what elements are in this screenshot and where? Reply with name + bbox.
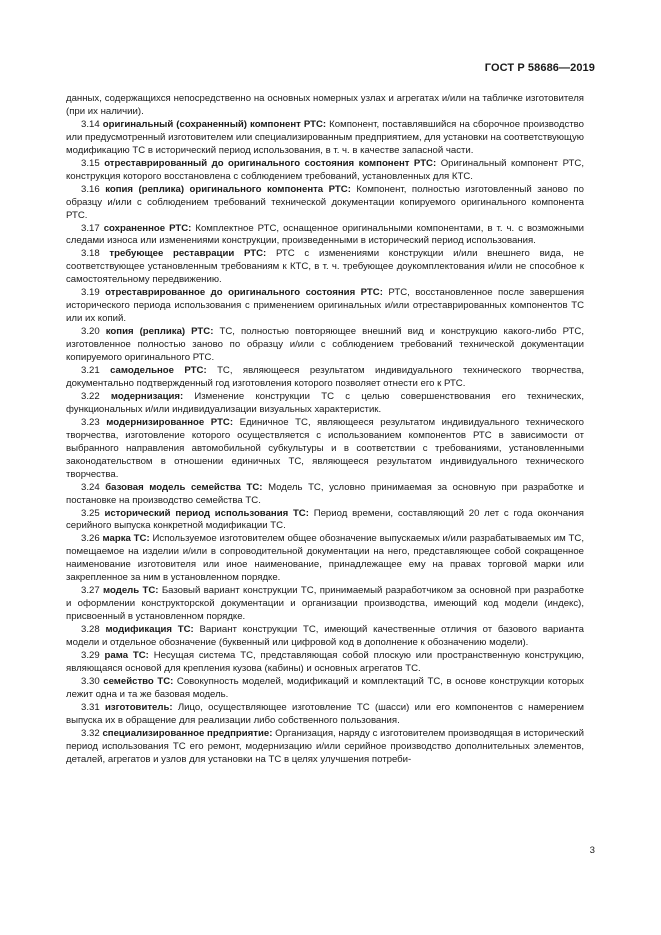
- definition-number: 3.19: [81, 287, 100, 299]
- definition-paragraph: [66, 119, 584, 158]
- definition-text: ТС, полностью повторяющее внешний вид и конструкцию какого-либо РТС, изготовленное полностью заново по образцу и/или с соблюдением требований технической документации копируемого оригинального РТС.: [66, 326, 584, 364]
- definition-text: Компонент, поставлявшийся на сборочное производство или предусмотренный изготовителем или специализированным предприятием, для установки на соответствующую модификацию ТС в исторический период использования, в т. ч. в качестве запасной части.: [66, 118, 584, 156]
- definition-text: Организация, наряду с изготовителем производящая в исторический период использования ТС его ремонт, модернизацию и/или серийное производство дополнительных элементов, деталей, агрегатов и узлов для установки на ТС в целях улучшения потреби-: [66, 727, 585, 765]
- definition-term: копия (реплика) РТС:: [105, 326, 214, 338]
- definition-number: 3.28: [81, 624, 100, 636]
- document-body: [66, 93, 584, 767]
- definition-text: Компонент, полностью изготовленный заново по образцу и/или с соблюдением требований технической документации копируемого оригинального компонента РТС.: [66, 183, 584, 221]
- definition-paragraph: [66, 533, 584, 585]
- definition-paragraph: [66, 728, 584, 767]
- definition-paragraph: [66, 482, 584, 508]
- page-number: 3: [589, 845, 595, 856]
- definition-paragraph: [66, 508, 584, 534]
- definition-number: 3.24: [81, 481, 100, 493]
- definition-term: изготовитель:: [104, 701, 173, 713]
- definition-term: модель ТС:: [103, 585, 159, 597]
- definition-paragraph: [66, 326, 584, 365]
- definition-text: Несущая система ТС, представляющая собой плоскую или пространственную конструкцию, являющаяся основой для крепления кузова (кабины) и основных агрегатов ТС.: [66, 649, 585, 674]
- definition-paragraph: [66, 391, 584, 417]
- standard-code-header: ГОСТ Р 58686—2019: [484, 62, 595, 74]
- definition-number: 3.20: [81, 326, 100, 338]
- definition-number: 3.15: [81, 157, 100, 169]
- definition-number: 3.14: [81, 118, 100, 130]
- definition-term: самодельное РТС:: [110, 365, 207, 377]
- definition-number: 3.16: [81, 183, 100, 195]
- definition-paragraph: [66, 248, 584, 287]
- definition-term: оригинальный (сохраненный) компонент РТС:: [102, 118, 327, 130]
- definition-number: 3.26: [81, 533, 100, 545]
- definition-text: Комплектное РТС, оснащенное оригинальными компонентами, в т. ч. с возможными следами износа или изменениями конструкции, произведенными в исторический период использования.: [66, 222, 584, 247]
- definition-term: копия (реплика) оригинального компонента РТС:: [105, 183, 351, 195]
- definition-text: Оригинальный компонент РТС, конструкция которого восстановлена с соблюдением требований, установленных для КТС.: [66, 157, 584, 182]
- definition-paragraph: [66, 624, 584, 650]
- definition-text: Единичное ТС, являющееся результатом индивидуального технического творчества, изготовление которого осуществляется с использованием компонентов РТС в зависимости от выбранного направления автомобильной субкультуры и в соответствии с требованиями, установленными законодательством в отношении единичных ТС, являющееся результатом индивидуального технического творчества.: [66, 416, 585, 480]
- definition-paragraph: [66, 158, 584, 184]
- definition-term: отреставрированный до оригинального состояния компонент РТС:: [104, 157, 437, 169]
- definition-number: 3.25: [81, 507, 100, 519]
- continuation-paragraph: данных, содержащихся непосредственно на основных номерных узлах и агрегатах и/или на табличке изготовителя (при их наличии).: [66, 93, 584, 117]
- definition-number: 3.27: [81, 585, 100, 597]
- definition-text: Период времени, составляющий 20 лет с года окончания серийного выпуска конкретной модификации ТС.: [66, 507, 584, 532]
- definition-text: Модель ТС, условно принимаемая за основную при разработке и постановке на производство семейства ТС.: [66, 481, 585, 506]
- definition-term: семейство ТС:: [103, 675, 174, 687]
- definition-number: 3.23: [81, 416, 100, 428]
- definition-term: требующее реставрации РТС:: [109, 248, 267, 260]
- definition-term: сохраненное РТС:: [103, 222, 192, 234]
- definition-number: 3.32: [81, 727, 100, 739]
- definition-text: Используемое изготовителем общее обозначение выпускаемых и/или разрабатываемых им ТС, помещаемое на изделии и/или в сопроводительной документации на него, представляющее собой сокращенное наименование изготовителя или иное наименование, принадлежащее ему на правах торговой марки или закрепленное за ним в установленном порядке.: [66, 533, 585, 584]
- definition-paragraph: [66, 287, 584, 326]
- definition-paragraph: [66, 184, 584, 223]
- definition-text: ТС, являющееся результатом индивидуального технического творчества, документально подтвержденный год изготовления которого позволяет отнести его к РТС.: [66, 365, 584, 389]
- definition-term: отреставрированное до оригинального состояния РТС:: [105, 287, 383, 299]
- definition-paragraph: [66, 585, 584, 624]
- definition-paragraph: [66, 650, 584, 676]
- definition-term: базовая модель семейства ТС:: [105, 481, 263, 493]
- definition-number: 3.18: [81, 248, 100, 260]
- definition-term: модификация ТС:: [105, 624, 194, 636]
- definition-text: Базовый вариант конструкции ТС, принимаемый разработчиком за основной при разработке и оформлении конструкторской документации и организации производства, имеющий код модели (индекс), присвоенный в установленном порядке.: [66, 585, 585, 623]
- definition-number: 3.17: [81, 222, 100, 234]
- definition-number: 3.29: [81, 649, 100, 661]
- definition-text: Совокупность моделей, модификаций и комплектаций ТС, в основе конструкции которых лежит одна и та же базовая модель.: [66, 675, 584, 700]
- definition-number: 3.31: [81, 701, 100, 713]
- definition-term: рама ТС:: [104, 649, 149, 661]
- definition-paragraph: [66, 676, 584, 702]
- definition-text: РТС, восстановленное после завершения исторического периода использования с применением оригинальных и/или отреставрированных компонентов ТС или их копий.: [66, 287, 585, 325]
- definition-term: марка ТС:: [102, 533, 150, 545]
- definition-text: Изменение конструкции ТС с целью совершенствования его технических, функциональных и/или индивидуализации визуальных характеристик.: [66, 390, 584, 415]
- definition-paragraph: [66, 702, 584, 728]
- definition-paragraph: [66, 365, 584, 391]
- definition-term: модернизированное РТС:: [106, 416, 234, 428]
- definition-text: Лицо, осуществляющее изготовление ТС (шасси) или его компонентов с намерением выпуска их в обращение для реализации либо собственного пользования.: [66, 701, 584, 726]
- definition-number: 3.22: [81, 390, 100, 402]
- definition-text: РТС с изменениями конструкции и/или внешнего вида, не соответствующее установленным требованиям к КТС, в т. ч. требующее доукомплектования и/или не способное к самостоятельному передвижению.: [66, 248, 584, 286]
- definition-term: исторический период использования ТС:: [104, 507, 309, 519]
- definition-term: модернизация:: [110, 390, 184, 402]
- definition-text: Вариант конструкции ТС, имеющий качественные отличия от базового варианта модели и отдельное обозначение (буквенный или цифровой код в дополнение к обозначению модели).: [66, 624, 585, 649]
- definitions-list: [66, 119, 584, 767]
- definition-number: 3.21: [81, 365, 100, 377]
- definition-number: 3.30: [81, 675, 100, 687]
- definition-term: специализированное предприятие:: [102, 727, 273, 739]
- definition-paragraph: [66, 417, 584, 482]
- definition-paragraph: [66, 223, 584, 249]
